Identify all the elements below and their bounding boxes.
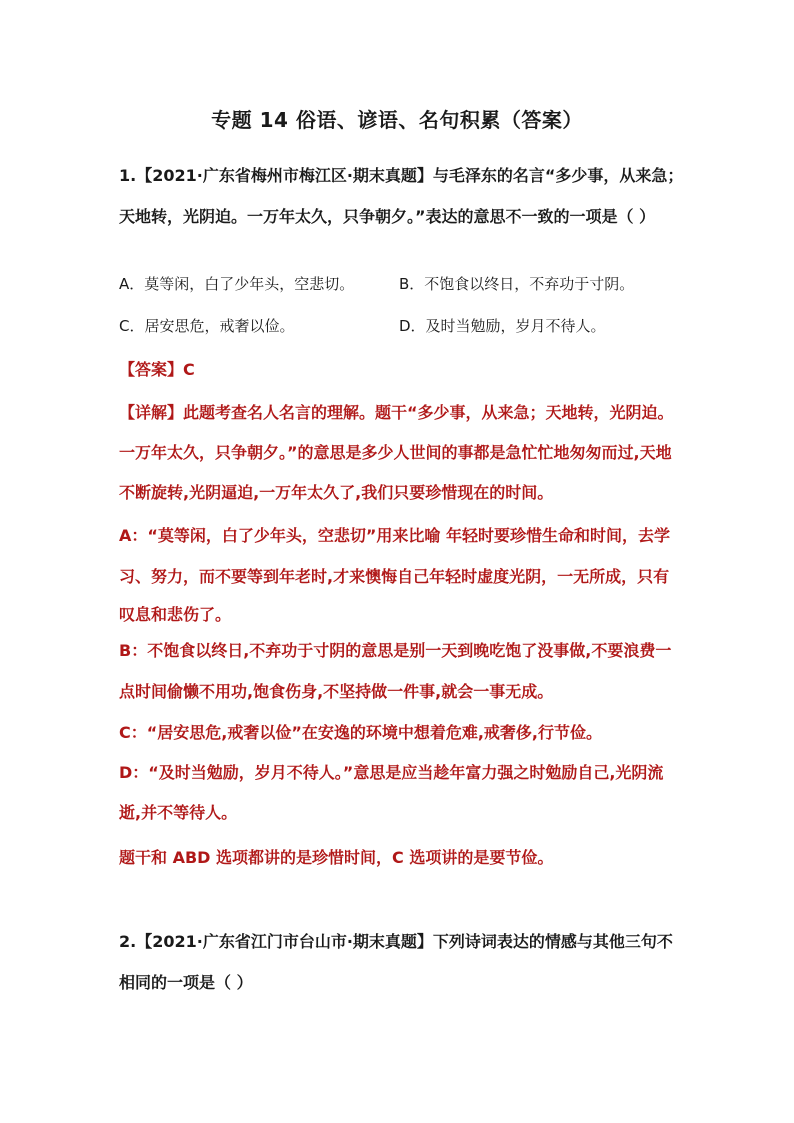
explanation-line: D：“及时当勉励，岁月不待人。”意思是应当趁年富力强之时勉励自己,光阴流: [119, 763, 664, 782]
option-c: C．居安思危，戒奢以俭。: [119, 317, 295, 335]
explanation-line: 点时间偷懒不用功,饱食伤身,不坚持做一件事,就会一事无成。: [119, 682, 554, 701]
option-a: A．莫等闲，白了少年头，空悲切。: [119, 275, 355, 293]
explanation-line: C：“居安思危,戒奢以俭”在安逸的环境中想着危难,戒奢侈,行节俭。: [119, 723, 603, 742]
option-d: D．及时当勉励，岁月不待人。: [399, 317, 606, 335]
explanation-line: 一万年太久，只争朝夕。”的意思是多少人世间的事都是急忙忙地匆匆而过,天地: [119, 443, 672, 462]
explanation-line: 逝,并不等待人。: [119, 803, 238, 822]
question-stem-line: 1.【2021·广东省梅州市梅江区·期末真题】与毛泽东的名言“多少事，从来急；: [119, 166, 684, 185]
explanation-line: 不断旋转,光阴逼迫,一万年太久了,我们只要珍惜现在的时间。: [119, 483, 554, 502]
explanation-line: B：不饱食以终日,不弃功于寸阴的意思是别一天到晚吃饱了没事做,不要浪费一: [119, 641, 672, 660]
explanation-line: 题干和 ABD 选项都讲的是珍惜时间，C 选项讲的是要节俭。: [119, 848, 554, 867]
question-stem-line: 天地转，光阴迫。一万年太久，只争朝夕。”表达的意思不一致的一项是（ ）: [119, 207, 656, 226]
option-b: B．不饱食以终日，不弃功于寸阴。: [399, 275, 635, 293]
question-stem-line: 相同的一项是（ ）: [119, 973, 253, 992]
explanation-line: 【详解】此题考查名人名言的理解。题干“多少事，从来急；天地转，光阴迫。: [119, 403, 674, 422]
explanation-line: 叹息和悲伤了。: [119, 605, 232, 624]
explanation-line: A：“莫等闲，白了少年头，空悲切”用来比喻 年轻时要珍惜生命和时间，去学: [119, 526, 670, 545]
page-title: 专题 14 俗语、谚语、名句积累（答案）: [211, 108, 583, 132]
question-stem-line: 2.【2021·广东省江门市台山市·期末真题】下列诗词表达的情感与其他三句不: [119, 932, 673, 951]
explanation-line: 习、努力，而不要等到年老时,才来懊悔自己年轻时虚度光阴，一无所成，只有: [119, 567, 670, 586]
answer-line: 【答案】C: [119, 360, 195, 379]
